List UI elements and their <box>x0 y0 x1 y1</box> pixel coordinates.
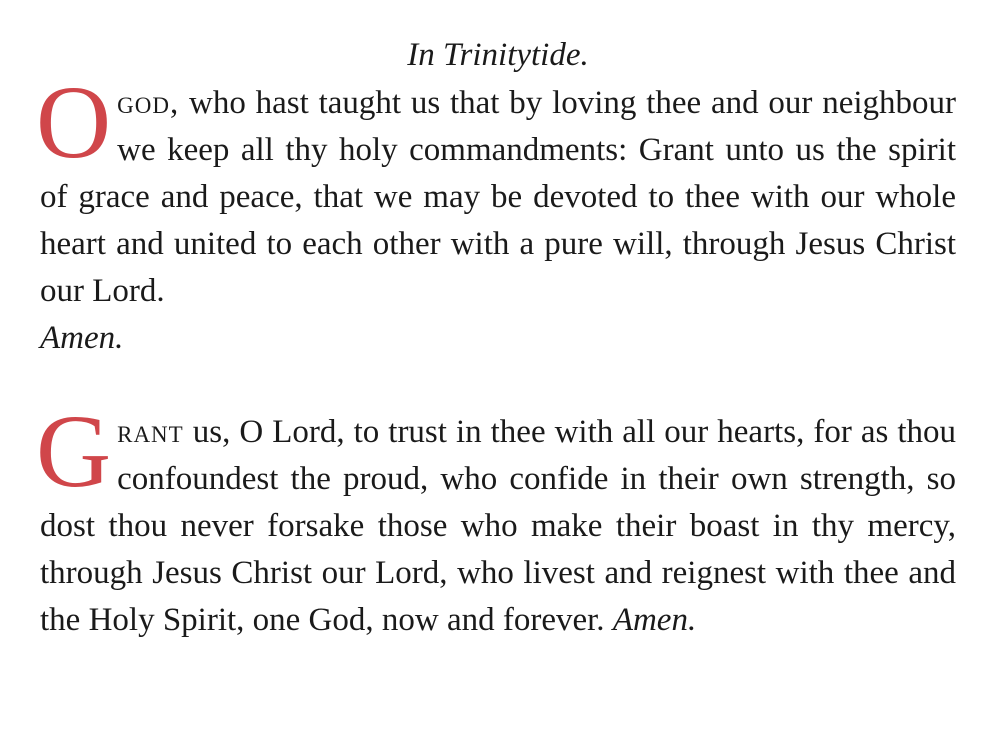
opening-word-smallcaps: rant <box>117 414 184 450</box>
amen-text: Amen. <box>612 602 697 638</box>
section-heading: In Trinitytide. <box>407 37 589 73</box>
opening-word-smallcaps: god, <box>117 85 180 121</box>
prayer-body-text: us, O Lord, to trust in thee with all our hearts, for as thou confoundest the proud, who confide in their own strength, so dost thou never forsake those who make their boast in thy mercy, through Jesus Christ our Lord, who livest and reignest with thee and the Holy Spirit, one God, now and forever. <box>40 414 956 638</box>
amen-text: Amen. <box>40 320 124 356</box>
drop-cap-letter: G <box>36 394 112 509</box>
drop-cap-letter: O <box>36 65 112 180</box>
collect-prayer-1 <box>36 65 956 362</box>
collect-prayer-2 <box>36 394 956 644</box>
prayer-body-text: who hast taught us that by loving thee and our neighbour we keep all thy holy commandments: Grant unto us the spirit of grace and peace, that we may be devoted to thee with our whole heart and united to each other with a pure will, through Jesus Christ our Lord. <box>40 85 956 309</box>
